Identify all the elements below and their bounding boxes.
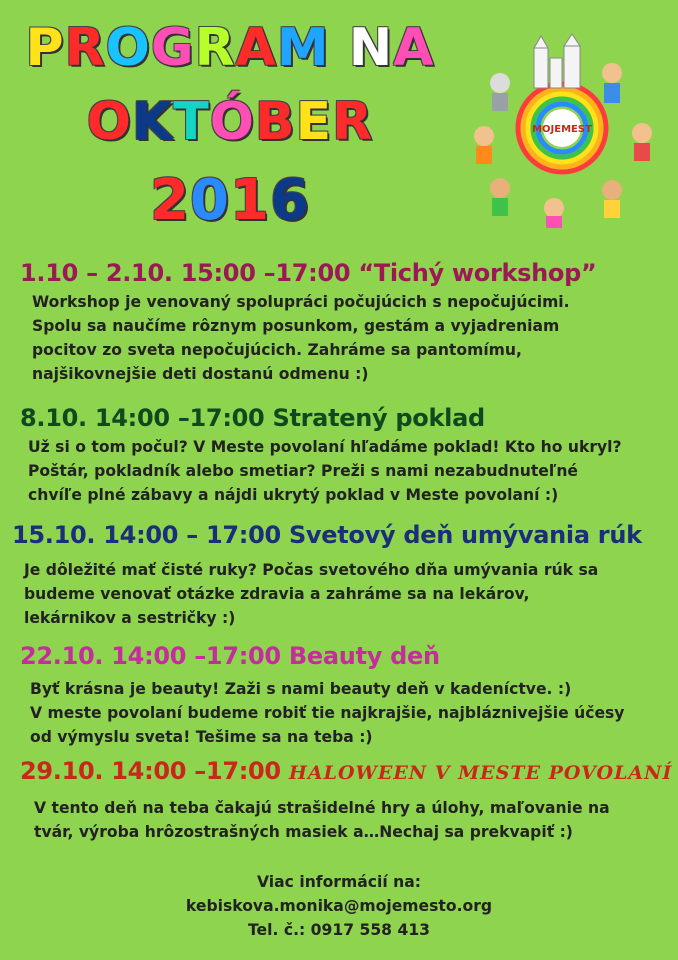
title-letter: A (393, 18, 435, 78)
logo-text: MOJEMEST (532, 124, 592, 135)
title-letter: R (64, 18, 106, 78)
title-letter (330, 18, 349, 78)
title-letter: O (86, 92, 132, 152)
title-letter: G (150, 18, 195, 78)
event-line: Poštár, pokladník alebo smetiar? Preži s nami nezabudnuteľné (28, 462, 579, 480)
title-letter: A (235, 18, 277, 78)
title-letter: 1 (230, 168, 270, 233)
event-den-umyvania-ruk (12, 520, 668, 630)
title-letter: K (132, 92, 174, 152)
title-letter: R (332, 92, 374, 152)
title-letter: N (348, 18, 394, 78)
event-line: najšikovnejšie deti dostanú odmenu :) (32, 365, 369, 383)
title-letter: B (255, 92, 296, 152)
event-line: V tento deň na teba čakajú strašidelné hry a úlohy, maľovanie na (34, 799, 610, 817)
event-heading: 8.10. 14:00 –17:00 Stratený poklad (20, 404, 485, 432)
event-description (24, 558, 668, 630)
event-strateny-poklad (20, 403, 668, 507)
mojemesto-logo (462, 28, 662, 228)
event-line: Je dôležité mať čisté ruky? Počas svetového dňa umývania rúk sa (24, 561, 599, 579)
title-letter: 6 (269, 168, 310, 233)
event-line: tvár, výroba hrôzostrašných masiek a…Nechaj sa prekvapiť :) (34, 823, 573, 841)
event-line: budeme venovať otázke zdravia a zahráme sa na lekárov, (24, 585, 530, 603)
title-letter: P (25, 18, 65, 78)
event-heading-date: 29.10. 14:00 –17:00 (20, 757, 289, 785)
title-line-3 (0, 168, 460, 233)
event-description (30, 677, 668, 749)
event-line: Byť krásna je beauty! Zaži s nami beauty deň v kadeníctve. :) (30, 680, 572, 698)
event-description (32, 290, 668, 386)
event-tichy-workshop (20, 258, 668, 386)
title-letter: R (194, 18, 236, 78)
title-letter: E (295, 92, 333, 152)
event-heading-title: HALOWEEN V MESTE POVOLANÍ (288, 762, 673, 784)
event-line: od výmyslu sveta! Tešime sa na teba :) (30, 728, 373, 746)
contact-phone: Tel. č.: 0917 558 413 (247, 921, 431, 939)
event-beauty-den (20, 641, 668, 749)
event-heading (20, 756, 673, 788)
title-letter: M (276, 18, 330, 78)
title-line-2 (0, 92, 460, 152)
title-letter: T (173, 92, 210, 152)
event-line: Spolu sa naučíme rôznym posunkom, gestám a vyjadreniam (32, 317, 560, 335)
contact-label: Viac informácií na: (257, 873, 421, 891)
title-letter: 2 (150, 168, 191, 233)
title-letter: O (105, 18, 151, 78)
event-line: chvíľe plné zábavy a nájdi ukrytý poklad v Meste povolaní :) (28, 486, 559, 504)
event-line: Workshop je venovaný spolupráci počujúcich s nepočujúcimi. (32, 293, 570, 311)
title-letter: Ó (209, 92, 255, 152)
contact-email[interactable]: kebiskova.monika@mojemesto.org (185, 897, 493, 915)
event-line: pocitov zo sveta nepočujúcich. Zahráme sa pantomímu, (32, 341, 522, 359)
title-letter: 0 (190, 168, 230, 233)
event-description (34, 796, 668, 844)
event-line: Už si o tom počul? V Meste povolaní hľadáme poklad! Kto ho ukryl? (28, 438, 622, 456)
event-line: V meste povolaní budeme robiť tie najkrajšie, najbláznivejšie účesy (30, 704, 625, 722)
event-heading: 22.10. 14:00 –17:00 Beauty deň (20, 642, 440, 670)
event-heading: 15.10. 14:00 – 17:00 Svetový deň umývania rúk (12, 521, 642, 549)
contact-info (0, 870, 678, 942)
city-icon (534, 34, 580, 88)
event-heading: 1.10 – 2.10. 15:00 –17:00 “Tichý workshop” (20, 259, 597, 287)
event-haloween (20, 756, 673, 844)
event-description (28, 435, 668, 507)
event-line: lekárnikov a sestričky :) (24, 609, 236, 627)
title-line-1 (0, 18, 460, 78)
